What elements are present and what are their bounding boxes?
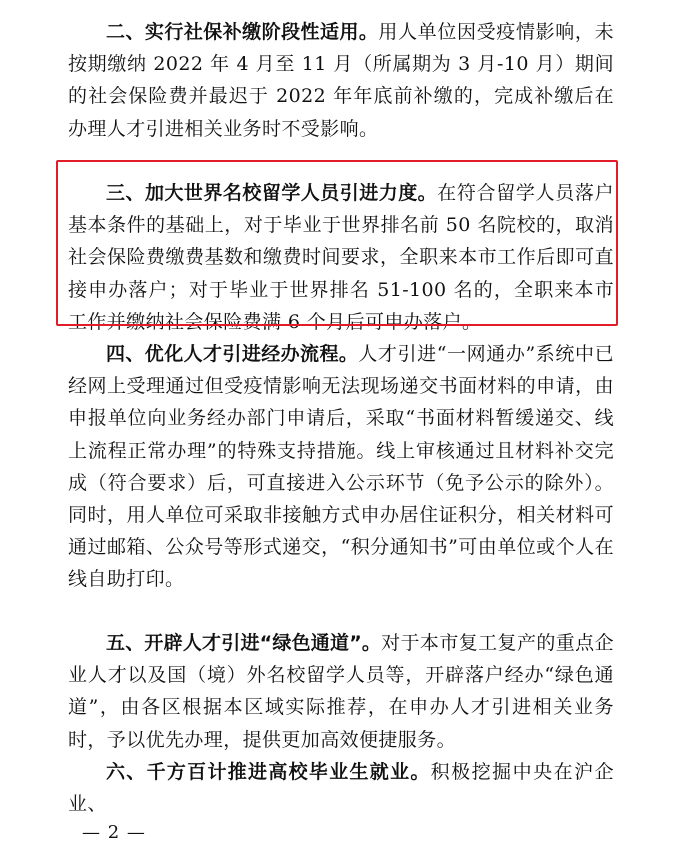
paragraph-heading: 二、实行社保补缴阶段性适用。 bbox=[106, 21, 379, 43]
paragraph-green-channel bbox=[68, 627, 614, 756]
paragraph-graduate-employment bbox=[68, 756, 614, 820]
paragraph-optimize-process bbox=[68, 338, 614, 596]
page-number: — 2 — bbox=[82, 822, 146, 843]
paragraph-body: 对于本市复工复产的重点企业人才以及国（境）外名校留学人员等，开辟落户经办“绿色通道”，由各区根据本区域实际推荐，在申办人才引进相关业务时，予以优先办理，提供更加高效便捷服务。 bbox=[68, 632, 614, 751]
paragraph-body: 积极挖掘中央在沪企业、 bbox=[68, 761, 615, 816]
paragraph-body: 人才引进“一网通办”系统中已经网上受理通过但受疫情影响无法现场递交书面材料的申请，由申报单位向业务经办部门申请后，采取“书面材料暂缓递交、线上流程正常办理”的特殊支持措施。线上审核通过且材料补交完成（符合要求）后，可直接进入公示环节（免予公示的除外）。同时，用人单位可采取非接触方式申办居住证积分，相关材料可通过邮箱、公众号等形式递交，“积分通知书”可由单位或个人在线自助打印。 bbox=[68, 343, 614, 591]
paragraph-body: 在符合留学人员落户基本条件的基础上，对于毕业于世界排名前 50 名院校的，取消社会保险费缴费基数和缴费时间要求，全职来本市工作后即可直接申办落户；对于毕业于世界排名 51-100 名的，全职来本市工作并缴纳社会保险费满 6 个月后可申办落户。 bbox=[68, 182, 614, 333]
paragraph-heading: 六、千方百计推进高校毕业生就业。 bbox=[106, 761, 431, 783]
paragraph-heading: 三、加大世界名校留学人员引进力度。 bbox=[106, 182, 438, 204]
paragraph-body: 用人单位因受疫情影响，未按期缴纳 2022 年 4 月至 11 月（所属期为 3 月-10 月）期间的社会保险费并最迟于 2022 年年底前补缴的，完成补缴后在办理人才引进相关业务时不受影响。 bbox=[68, 21, 614, 140]
paragraph-social-insurance-supplement bbox=[68, 16, 614, 145]
paragraph-heading: 四、优化人才引进经办流程。 bbox=[106, 343, 359, 365]
paragraph-heading: 五、开辟人才引进“绿色通道”。 bbox=[106, 632, 382, 654]
paragraph-world-top-university-talent bbox=[68, 177, 614, 338]
